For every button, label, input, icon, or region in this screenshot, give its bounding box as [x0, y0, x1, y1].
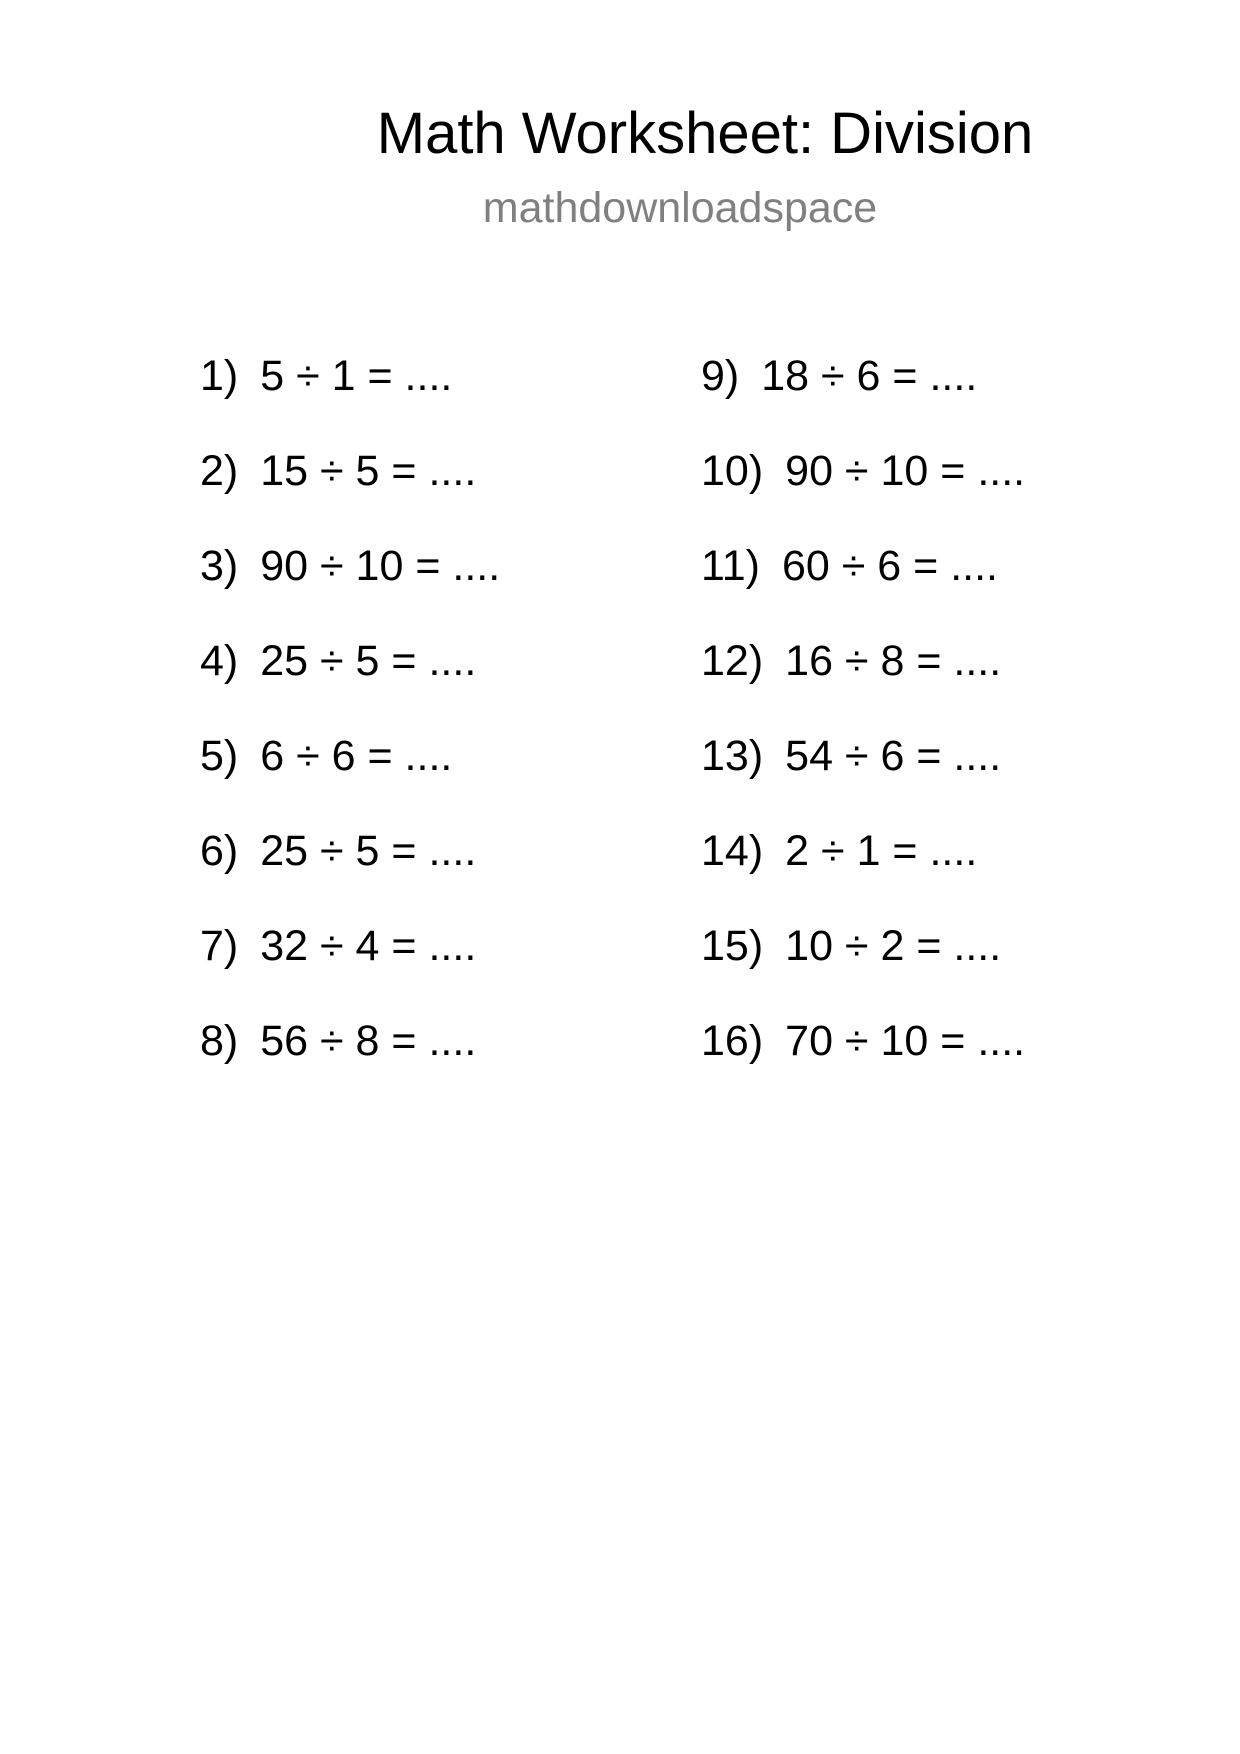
problem-expression: 25 ÷ 5 = ....: [260, 637, 477, 685]
problem-number: 7): [200, 922, 239, 970]
problem-number: 6): [200, 827, 239, 875]
problems-column-left: [200, 348, 500, 1108]
problem-item: [701, 1013, 1025, 1108]
problem-expression: 5 ÷ 1 = ....: [260, 352, 453, 400]
problem-expression: 70 ÷ 10 = ....: [785, 1017, 1026, 1065]
problem-number: 5): [200, 732, 239, 780]
problem-item: [200, 633, 500, 728]
problem-expression: 54 ÷ 6 = ....: [785, 732, 1002, 780]
problem-number: 13): [701, 732, 764, 780]
problem-item: [200, 728, 500, 823]
problem-number: 8): [200, 1017, 239, 1065]
problem-expression: 25 ÷ 5 = ....: [260, 827, 477, 875]
problem-number: 4): [200, 637, 239, 685]
problem-expression: 18 ÷ 6 = ....: [761, 352, 978, 400]
problem-item: [701, 443, 1025, 538]
problem-item: [200, 538, 500, 633]
problem-expression: 60 ÷ 6 = ....: [781, 542, 998, 590]
problem-number: 10): [701, 447, 764, 495]
problem-expression: 15 ÷ 5 = ....: [260, 447, 477, 495]
problem-number: 12): [701, 637, 764, 685]
problem-item: [701, 918, 1025, 1013]
problem-expression: 2 ÷ 1 = ....: [785, 827, 978, 875]
problem-item: [701, 728, 1025, 823]
problem-number: 11): [701, 542, 760, 590]
problem-expression: 90 ÷ 10 = ....: [260, 542, 501, 590]
problems-column-right: [701, 348, 1025, 1108]
problem-number: 2): [200, 447, 239, 495]
problem-number: 3): [200, 542, 239, 590]
problem-item: [200, 1013, 500, 1108]
problem-expression: 32 ÷ 4 = ....: [260, 922, 477, 970]
problem-expression: 56 ÷ 8 = ....: [260, 1017, 477, 1065]
problem-number: 16): [701, 1017, 764, 1065]
page-subtitle: mathdownloadspace: [482, 184, 878, 232]
problem-expression: 6 ÷ 6 = ....: [260, 732, 453, 780]
problem-item: [701, 823, 1025, 918]
problem-number: 9): [701, 352, 740, 400]
problem-item: [701, 633, 1025, 728]
problem-item: [701, 348, 1025, 443]
problem-number: 15): [701, 922, 764, 970]
problem-item: [701, 538, 1025, 633]
page-title: Math Worksheet: Division: [376, 101, 1034, 166]
problem-number: 14): [701, 827, 764, 875]
problem-number: 1): [200, 352, 239, 400]
problem-item: [200, 443, 500, 538]
problem-item: [200, 348, 500, 443]
problem-expression: 16 ÷ 8 = ....: [785, 637, 1002, 685]
problem-expression: 10 ÷ 2 = ....: [785, 922, 1002, 970]
problem-item: [200, 918, 500, 1013]
problem-item: [200, 823, 500, 918]
problem-expression: 90 ÷ 10 = ....: [785, 447, 1026, 495]
